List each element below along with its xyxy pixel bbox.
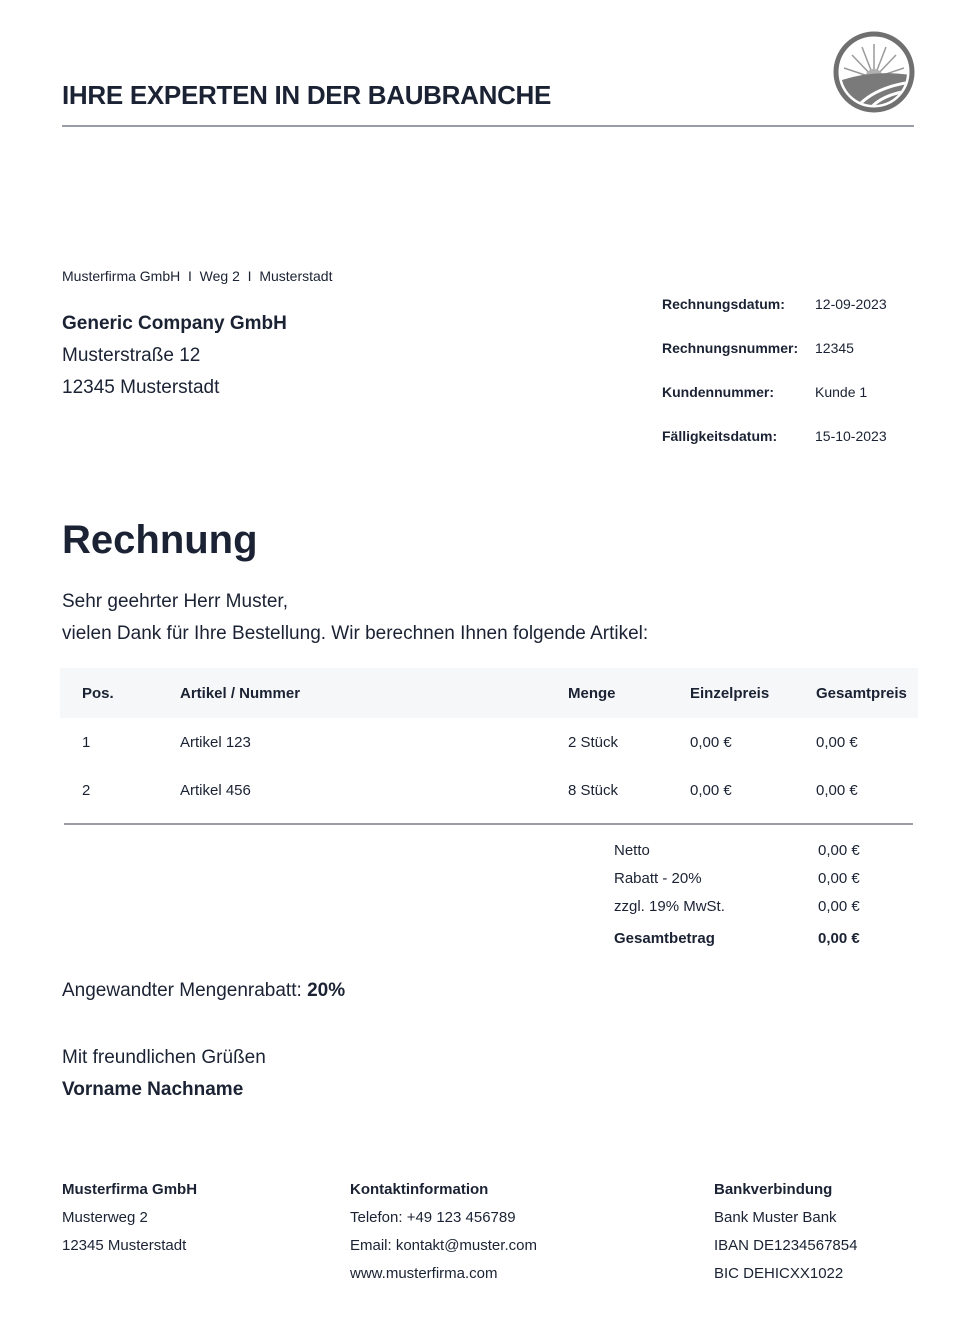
meta-label: Kundennummer: — [662, 384, 774, 400]
table-row — [60, 766, 918, 814]
totals-label: Gesamtbetrag — [614, 929, 715, 947]
table-header — [60, 668, 918, 718]
footer-line: BIC DEHICXX1022 — [714, 1265, 844, 1282]
footer-line: Musterweg 2 — [62, 1209, 148, 1226]
footer-bank — [714, 1176, 857, 1288]
company-tagline: IHRE EXPERTEN IN DER BAUBRANCHE — [62, 80, 552, 110]
cell-unit-price: 0,00 € — [690, 781, 732, 799]
totals-row — [614, 892, 860, 920]
totals-value: 0,00 € — [818, 897, 860, 915]
meta-row — [662, 384, 887, 428]
meta-label: Rechnungsdatum: — [662, 296, 785, 312]
cell-pos: 2 — [82, 781, 91, 799]
cell-pos: 1 — [82, 733, 91, 751]
closing-text: Mit freundlichen Grüßen — [62, 1047, 266, 1068]
meta-row — [662, 428, 887, 472]
footer-website[interactable]: www.musterfirma.com — [350, 1265, 498, 1282]
cell-quantity: 2 Stück — [568, 733, 619, 751]
footer-line: IBAN DE1234567854 — [714, 1237, 858, 1254]
totals-label: Rabatt - 20% — [614, 869, 702, 887]
table-row — [60, 718, 918, 766]
discount-label: Angewandter Mengenrabatt: — [62, 980, 308, 1001]
header-divider — [62, 125, 914, 127]
col-pos: Pos. — [82, 684, 114, 702]
totals-row — [614, 836, 860, 864]
col-total-price: Gesamtpreis — [816, 684, 907, 702]
footer-line: 12345 Musterstadt — [62, 1237, 187, 1254]
totals-label: Netto — [614, 841, 650, 859]
col-article: Artikel / Nummer — [180, 684, 301, 702]
discount-value: 20% — [307, 980, 346, 1001]
col-unit-price: Einzelpreis — [690, 684, 770, 702]
footer-company — [62, 1176, 197, 1260]
meta-label: Fälligkeitsdatum: — [662, 428, 778, 444]
totals-label: zzgl. 19% MwSt. — [614, 897, 725, 915]
footer-line: Telefon: +49 123 456789 — [350, 1209, 516, 1226]
footer-contact — [350, 1176, 537, 1288]
recipient-company: Generic Company GmbH — [62, 313, 287, 334]
recipient-address — [62, 308, 287, 404]
invoice-meta — [662, 296, 887, 472]
cell-quantity: 8 Stück — [568, 781, 619, 799]
footer-heading: Musterfirma GmbH — [62, 1181, 198, 1198]
signature-name: Vorname Nachname — [62, 1079, 244, 1100]
meta-value: Kunde 1 — [815, 384, 868, 400]
recipient-city: 12345 Musterstadt — [62, 377, 220, 398]
intro-text — [62, 586, 648, 650]
footer-line: Bank Muster Bank — [714, 1209, 837, 1226]
meta-row — [662, 296, 887, 340]
cell-total-price: 0,00 € — [816, 733, 858, 751]
footer-heading: Bankverbindung — [714, 1181, 833, 1198]
meta-value: 15-10-2023 — [815, 428, 887, 444]
totals-row — [614, 864, 860, 892]
intro-body: vielen Dank für Ihre Bestellung. Wir berechnen Ihnen folgende Artikel: — [62, 623, 649, 644]
sender-line: Musterfirma GmbH I Weg 2 I Musterstadt — [62, 268, 333, 284]
sunrise-field-logo-icon — [832, 30, 916, 114]
grand-total-row — [614, 920, 860, 956]
cell-article: Artikel 123 — [180, 733, 251, 751]
table-divider — [64, 823, 913, 825]
meta-value: 12345 — [815, 340, 854, 356]
totals-value: 0,00 € — [818, 869, 860, 887]
discount-note — [62, 980, 345, 1002]
meta-row — [662, 340, 887, 384]
greeting: Sehr geehrter Herr Muster, — [62, 591, 288, 612]
footer-heading: Kontaktinformation — [350, 1181, 489, 1198]
totals-value: 0,00 € — [818, 841, 860, 859]
meta-value: 12-09-2023 — [815, 296, 887, 312]
totals-value: 0,00 € — [818, 929, 860, 947]
footer-email[interactable]: Email: kontakt@muster.com — [350, 1237, 537, 1254]
items-table — [60, 668, 918, 814]
col-quantity: Menge — [568, 684, 616, 702]
cell-article: Artikel 456 — [180, 781, 251, 799]
closing — [62, 1042, 266, 1106]
totals-block — [614, 836, 860, 956]
recipient-street: Musterstraße 12 — [62, 345, 201, 366]
document-title: Rechnung — [62, 518, 258, 562]
cell-total-price: 0,00 € — [816, 781, 858, 799]
meta-label: Rechnungsnummer: — [662, 340, 799, 356]
cell-unit-price: 0,00 € — [690, 733, 732, 751]
